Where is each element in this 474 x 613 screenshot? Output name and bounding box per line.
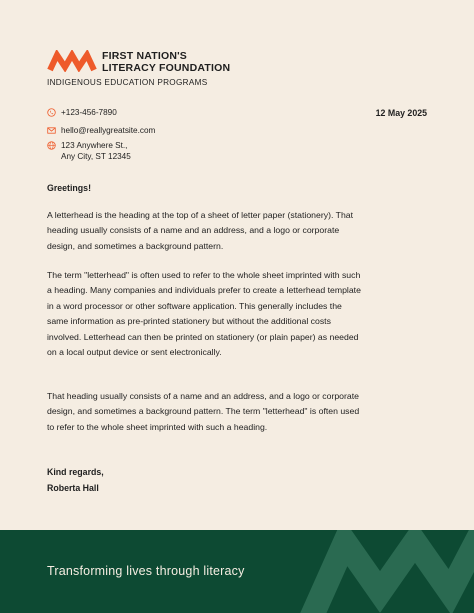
closing-block <box>47 464 104 496</box>
closing-phrase: Kind regards, <box>47 467 104 477</box>
signature-name: Roberta Hall <box>47 483 99 493</box>
footer-band <box>0 530 474 613</box>
phone-icon <box>47 108 56 117</box>
address-line1: 123 Anywhere St., <box>61 141 128 150</box>
footer-logo-watermark-icon <box>300 530 474 613</box>
foundation-logo-icon <box>47 50 97 72</box>
organization-subtitle: INDIGENOUS EDUCATION PROGRAMS <box>47 78 208 87</box>
footer-tagline: Transforming lives through literacy <box>47 564 245 578</box>
globe-icon <box>47 141 56 150</box>
phone-number: +123-456-7890 <box>61 108 117 117</box>
organization-name <box>102 50 230 74</box>
body-paragraph-3: That heading usually consists of a name and an address, and a logo or corporate design, and sometimes a background pattern. The term "letterhead" is often used to refer to the whole sheet imprinted with such a heading. <box>47 391 360 432</box>
org-name-line2: LITERACY FOUNDATION <box>102 62 231 74</box>
letter-date: 12 May 2025 <box>375 108 427 118</box>
email-icon <box>47 126 56 135</box>
address-line2: Any City, ST 12345 <box>61 152 131 161</box>
body-paragraph-1: A letterhead is the heading at the top of a sheet of letter paper (stationery). That heading usually consists of a name and an address, and a logo or corporate design, and sometimes a background pattern. <box>47 210 354 251</box>
greeting: Greetings! <box>47 183 91 193</box>
email-address: hello@reallygreatsite.com <box>61 126 156 135</box>
body-paragraph-2: The term "letterhead" is often used to refer to the whole sheet imprinted with such a heading. Many companies and individuals prefer to create a letterhead template in a word processor or other software application. This generally includes the same information as pre-printed stationery but without the additional costs involved. Letterhead can then be printed on stationery (or plain paper) as needed on a local output device or sent electronically. <box>47 270 361 358</box>
address-text <box>61 140 131 162</box>
org-name-line1: FIRST NATION'S <box>102 50 188 62</box>
